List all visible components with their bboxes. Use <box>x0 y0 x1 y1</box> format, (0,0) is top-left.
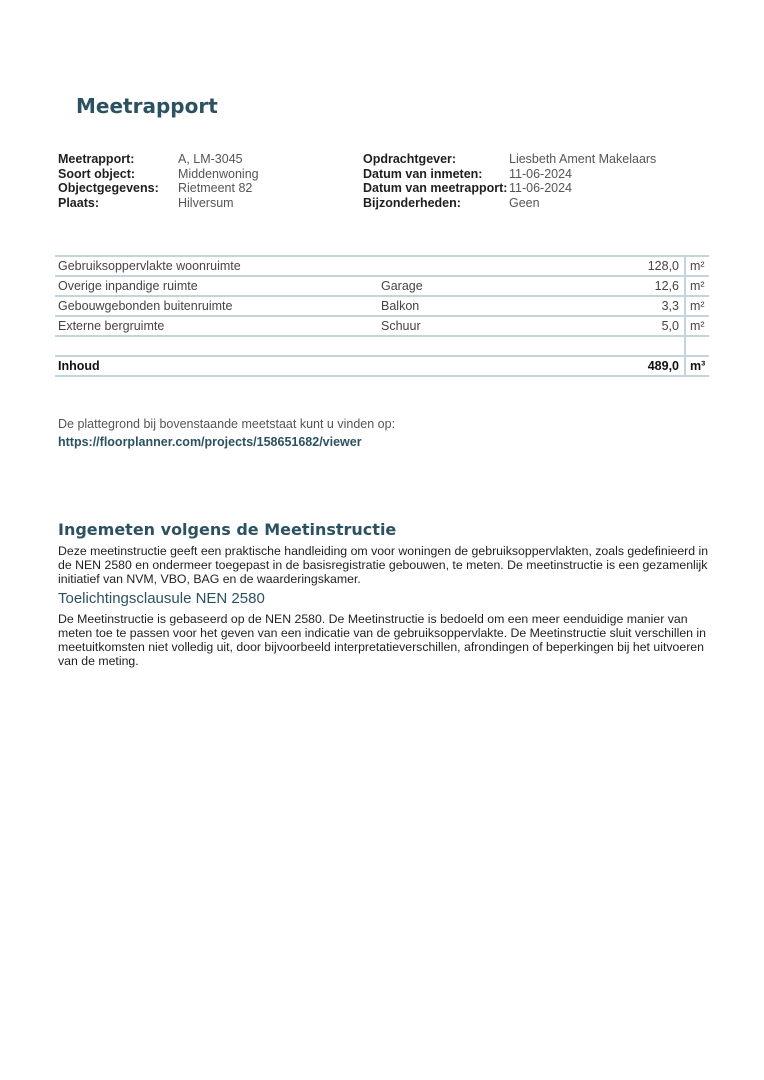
meta-value: Hilversum <box>178 196 234 211</box>
area-label: Externe bergruimte <box>58 319 165 333</box>
area-value: 128,0 <box>647 259 679 273</box>
meta-value: 11-06-2024 <box>509 166 573 181</box>
area-row-spacer <box>55 337 709 357</box>
area-row <box>55 277 709 297</box>
area-unit: m² <box>684 297 709 315</box>
total-unit: m³ <box>684 357 709 375</box>
floorplan-intro: De plattegrond bij bovenstaande meetstaat kunt u vinden op: <box>58 417 396 431</box>
meta-label: Datum van meetrapport: <box>363 181 508 196</box>
meta-label: Objectgegevens: <box>58 181 159 196</box>
area-value: 3,3 <box>661 299 679 313</box>
meta-value: Liesbeth Ament Makelaars <box>509 152 657 166</box>
meta-row-objectgegevens <box>58 181 259 196</box>
meta-row-plaats <box>58 196 259 211</box>
area-label: Overige inpandige ruimte <box>58 279 198 293</box>
area-row <box>55 317 709 337</box>
meta-row-meetrapport <box>58 152 259 167</box>
area-unit-empty <box>684 337 709 355</box>
toelichting-paragraph: De Meetinstructie is gebaseerd op de NEN 2580. De Meetinstructie is bedoeld om een meer eenduidige manier van meten toe te passen voor het geven van een indicatie van de gebruiksoppervlakte. De Meetinstructie sluit verschillen in meetuitkomsten niet volledig uit, door bijvoorbeeld interpretatieverschillen, afrondingen of beperkingen bij het uitvoeren van de meting. <box>58 612 707 668</box>
toelichting-heading: Toelichtingsclausule NEN 2580 <box>58 590 265 607</box>
area-unit: m² <box>684 257 709 275</box>
area-value: 5,0 <box>661 319 679 333</box>
meta-row-datum-inmeten <box>363 167 656 182</box>
meta-row-bijzonderheden <box>363 196 656 211</box>
meta-row-soort-object <box>58 167 259 182</box>
meta-label: Opdrachtgever: <box>363 152 457 166</box>
floorplan-link[interactable]: https://floorplanner.com/projects/158651682/viewer <box>58 435 362 449</box>
meta-label: Soort object: <box>58 166 136 181</box>
area-unit: m² <box>684 317 709 335</box>
meta-label: Meetrapport: <box>58 152 135 166</box>
meta-label: Datum van inmeten: <box>363 166 483 181</box>
area-unit: m² <box>684 277 709 295</box>
area-sub: Balkon <box>381 299 420 313</box>
meta-row-opdrachtgever <box>363 152 656 167</box>
area-value: 12,6 <box>654 279 679 293</box>
meta-value: Middenwoning <box>178 166 259 181</box>
meta-value: Geen <box>509 196 540 211</box>
meta-value: Rietmeent 82 <box>178 181 253 196</box>
area-row-total <box>55 357 709 377</box>
area-row <box>55 255 709 277</box>
meta-left <box>58 152 259 211</box>
area-label: Gebruiksoppervlakte woonruimte <box>58 259 241 273</box>
page-title: Meetrapport <box>76 94 218 118</box>
meta-label: Plaats: <box>58 196 99 211</box>
total-label: Inhoud <box>58 359 100 373</box>
meetinstructie-paragraph: Deze meetinstructie geeft een praktische handleiding om voor woningen de gebruiksoppervlakten, zoals gedefinieerd in de NEN 2580 en ondermeer toegepast in de basisregistratie gebouwen, te meten. De meetinstructie is een gezamenlijk initiatief van NVM, VBO, BAG en de waarderingskamer. <box>58 544 709 586</box>
meetinstructie-heading: Ingemeten volgens de Meetinstructie <box>58 520 397 539</box>
area-label: Gebouwgebonden buitenruimte <box>58 299 233 313</box>
area-sub: Garage <box>381 279 423 293</box>
meta-right <box>363 152 656 211</box>
area-sub: Schuur <box>381 319 421 333</box>
area-row <box>55 297 709 317</box>
meta-value: 11-06-2024 <box>509 181 573 196</box>
meta-value: A, LM-3045 <box>178 152 243 166</box>
meta-label: Bijzonderheden: <box>363 196 461 211</box>
area-table <box>55 255 709 377</box>
meta-row-datum-meetrapport <box>363 181 656 196</box>
floorplan-section <box>58 415 395 451</box>
total-value: 489,0 <box>647 359 679 373</box>
